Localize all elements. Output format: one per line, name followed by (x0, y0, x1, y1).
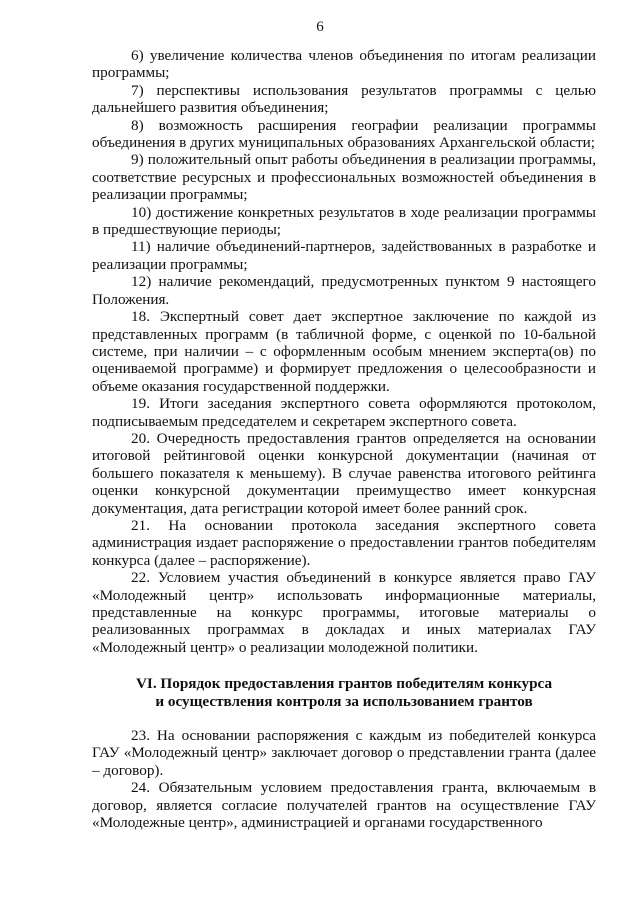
paragraph-clause-24: 24. Обязательным условием предоставления гранта, включаемым в договор, является согласие получателей грантов на осуществление ГАУ «Молодежные центр», администрацией и органами государственного (92, 779, 596, 832)
paragraph-item-9: 9) положительный опыт работы объединения в реализации программы, соответствие ресурсных и профессиональных возможностей объединения в реализации программы; (92, 151, 596, 204)
paragraph-item-12: 12) наличие рекомендаций, предусмотренных пунктом 9 настоящего Положения. (92, 273, 596, 308)
paragraph-item-6: 6) увеличение количества членов объединения по итогам реализации программы; (92, 47, 596, 82)
page-number: 6 (316, 19, 324, 35)
paragraph-clause-21: 21. На основании протокола заседания экспертного совета администрация издает распоряжение о предоставлении грантов победителям конкурса (далее – распоряжение). (92, 516, 596, 569)
paragraph-clause-19: 19. Итоги заседания экспертного совета оформляются протоколом, подписываемым председателем и секретарем экспертного совета. (92, 395, 596, 430)
paragraph-clause-20: 20. Очередность предоставления грантов определяется на основании итоговой рейтинговой оценки конкурсной документации (начиная от большего показателя к меньшему). В случае равенства итогового рейтинга оценки конкурсной документации преимущество имеет конкурсная документация, дата регистрации которой имеет более ранний срок. (92, 429, 596, 517)
paragraph-clause-22: 22. Условием участия объединений в конкурсе является право ГАУ «Молодежный центр» использовать информационные материалы, представленные на конкурс программы, итоговые материалы о реализованных программах в докладах и иных материалах ГАУ «Молодежный центр» о реализации молодежной политики. (92, 569, 596, 656)
section-heading-line-1: VI. Порядок предоставления грантов победителям конкурса (135, 675, 553, 693)
document-body (92, 47, 596, 831)
paragraph-clause-23: 23. На основании распоряжения с каждым из победителей конкурса ГАУ «Молодежный центр» заключает договор о представлении гранта (далее – договор). (92, 727, 596, 779)
paragraph-item-8: 8) возможность расширения географии реализации программы объединения в других муниципальных образованиях Архангельской области; (92, 116, 596, 152)
paragraph-clause-18: 18. Экспертный совет дает экспертное заключение по каждой из представленных программ (в табличной форме, с оценкой по 10-бальной системе, при наличии – с оформленным особым мнением эксперта(ов) по оцениваемой программе) и формирует предложения о целесообразности и объеме оказания государственной поддержки. (92, 308, 596, 395)
paragraph-item-11: 11) наличие объединений-партнеров, задействованных в разработке и реализации программы; (92, 238, 596, 273)
paragraph-item-10: 10) достижение конкретных результатов в ходе реализации программы в предшествующие периоды; (92, 203, 596, 239)
paragraph-item-7: 7) перспективы использования результатов программы с целью дальнейшего развития объединения; (92, 81, 596, 117)
section-heading-line-2: и осуществления контроля за использованием грантов (155, 692, 533, 710)
section-heading (92, 675, 596, 710)
